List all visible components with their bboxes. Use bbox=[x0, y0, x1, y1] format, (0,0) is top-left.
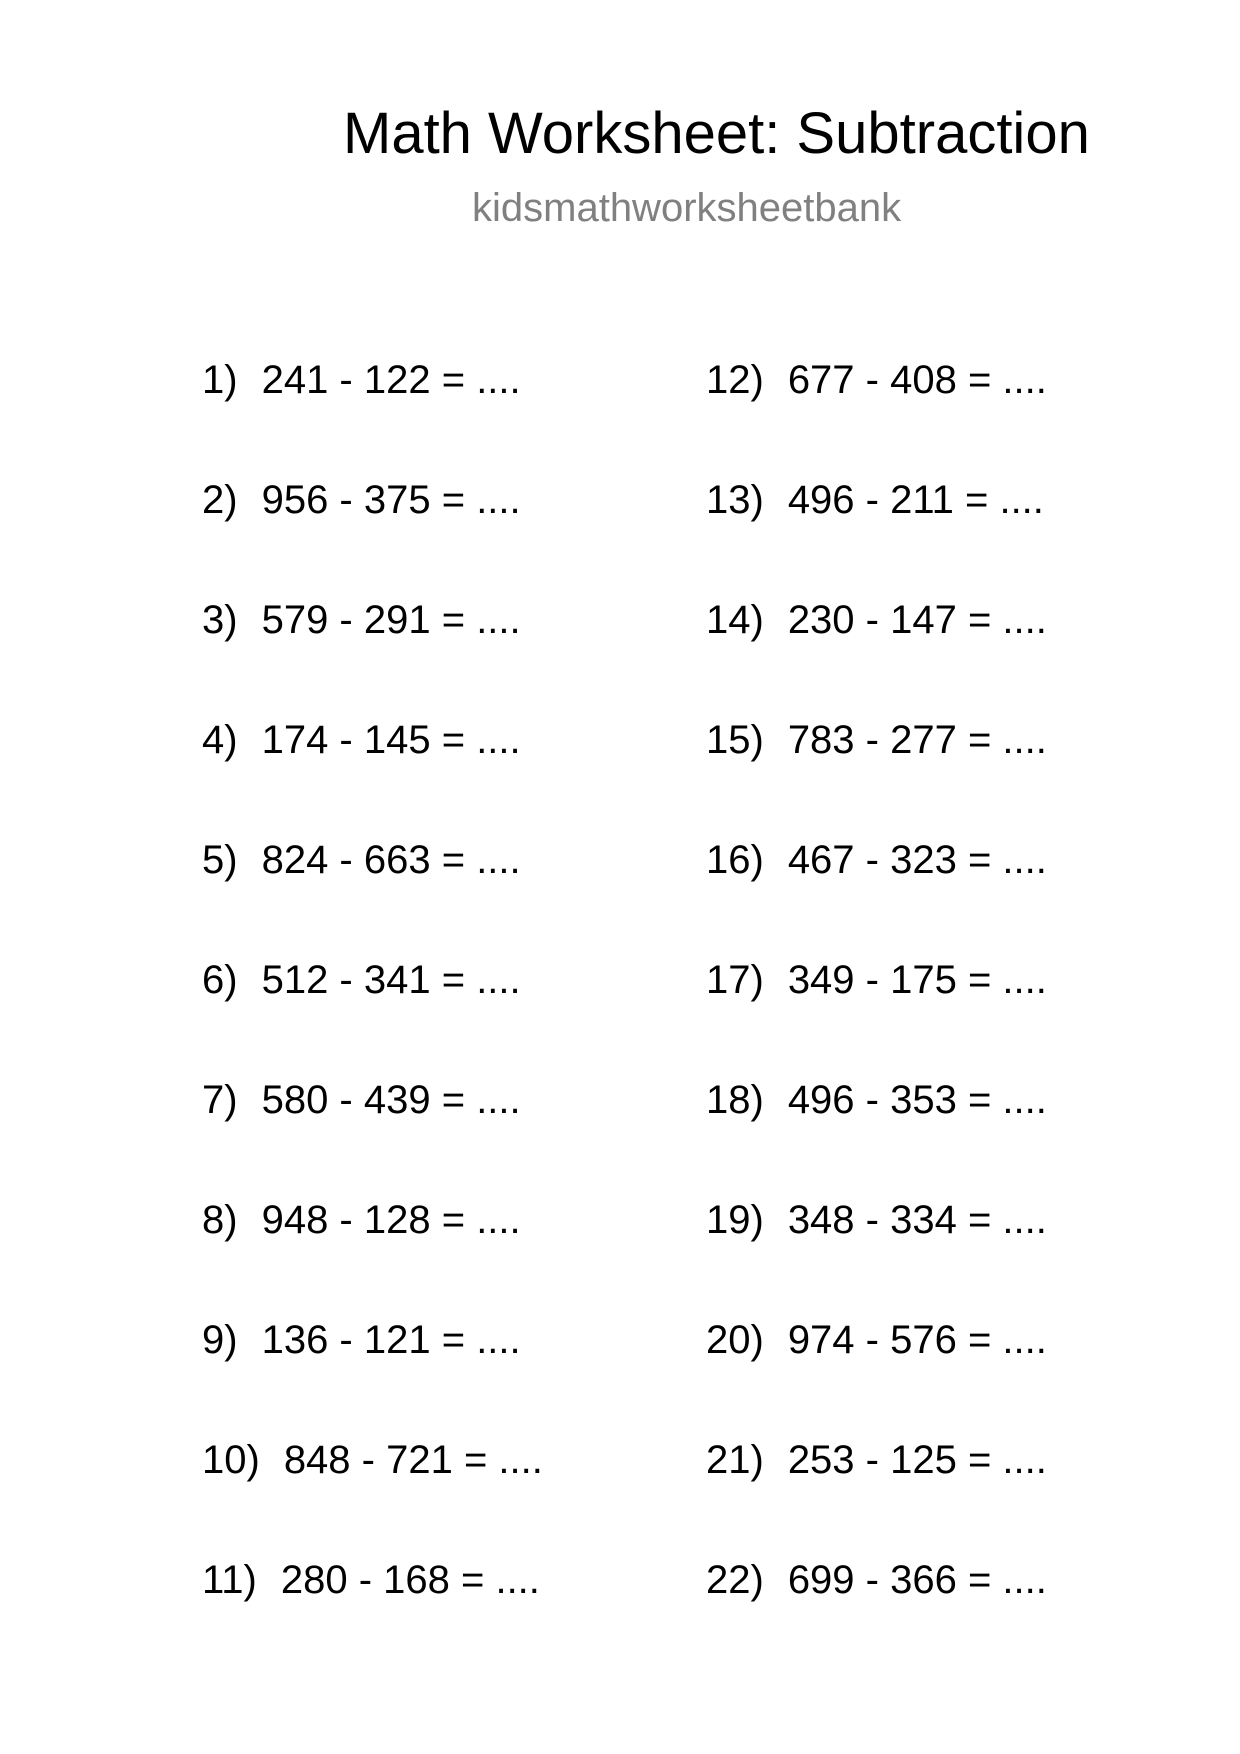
problem-row bbox=[706, 950, 1047, 1010]
problem-number: 6) bbox=[202, 958, 238, 1002]
problem-expression: 699 - 366 = .... bbox=[787, 1558, 1047, 1602]
problem-expression: 677 - 408 = .... bbox=[787, 358, 1047, 402]
problem-number: 10) bbox=[202, 1438, 260, 1482]
worksheet-title: Math Worksheet: Subtraction bbox=[343, 101, 1090, 166]
problem-number: 17) bbox=[706, 958, 764, 1002]
problem-number: 12) bbox=[706, 358, 764, 402]
problem-expression: 241 - 122 = .... bbox=[261, 358, 521, 402]
problem-expression: 824 - 663 = .... bbox=[261, 838, 521, 882]
problem-expression: 174 - 145 = .... bbox=[261, 718, 521, 762]
problem-row bbox=[202, 830, 521, 890]
problem-row bbox=[706, 350, 1047, 410]
problem-number: 15) bbox=[706, 718, 764, 762]
problem-expression: 136 - 121 = .... bbox=[261, 1318, 521, 1362]
problem-number: 5) bbox=[202, 838, 238, 882]
problem-expression: 280 - 168 = .... bbox=[280, 1558, 540, 1602]
problem-expression: 496 - 353 = .... bbox=[787, 1078, 1047, 1122]
problem-row bbox=[202, 1430, 543, 1490]
problem-row bbox=[202, 1550, 540, 1610]
problem-expression: 349 - 175 = .... bbox=[787, 958, 1047, 1002]
problem-number: 13) bbox=[706, 478, 764, 522]
problem-expression: 579 - 291 = .... bbox=[261, 598, 521, 642]
problem-row bbox=[706, 590, 1047, 650]
problem-row bbox=[706, 710, 1047, 770]
problem-row bbox=[202, 590, 521, 650]
problem-expression: 783 - 277 = .... bbox=[787, 718, 1047, 762]
problem-expression: 253 - 125 = .... bbox=[787, 1438, 1047, 1482]
problem-expression: 348 - 334 = .... bbox=[787, 1198, 1047, 1242]
problem-expression: 512 - 341 = .... bbox=[261, 958, 521, 1002]
problem-expression: 848 - 721 = .... bbox=[283, 1438, 543, 1482]
problem-expression: 948 - 128 = .... bbox=[261, 1198, 521, 1242]
problem-row bbox=[706, 1190, 1047, 1250]
problem-number: 22) bbox=[706, 1558, 764, 1602]
problem-number: 16) bbox=[706, 838, 764, 882]
problem-number: 21) bbox=[706, 1438, 764, 1482]
problem-row bbox=[202, 1070, 521, 1130]
problem-number: 8) bbox=[202, 1198, 238, 1242]
problem-row bbox=[202, 710, 521, 770]
problem-row bbox=[202, 1190, 521, 1250]
problem-expression: 956 - 375 = .... bbox=[261, 478, 521, 522]
problem-row bbox=[706, 1430, 1047, 1490]
problem-number: 14) bbox=[706, 598, 764, 642]
problem-row bbox=[202, 1310, 521, 1370]
problem-number: 1) bbox=[202, 358, 238, 402]
problem-row bbox=[202, 470, 521, 530]
problem-row bbox=[706, 830, 1047, 890]
problem-number: 3) bbox=[202, 598, 238, 642]
problem-number: 2) bbox=[202, 478, 238, 522]
problem-row bbox=[202, 950, 521, 1010]
problem-expression: 496 - 211 = .... bbox=[787, 478, 1044, 522]
problem-expression: 467 - 323 = .... bbox=[787, 838, 1047, 882]
worksheet-source: kidsmathworksheetbank bbox=[472, 186, 902, 230]
problem-row bbox=[706, 470, 1044, 530]
problem-row bbox=[202, 350, 521, 410]
problem-expression: 580 - 439 = .... bbox=[261, 1078, 521, 1122]
problem-expression: 974 - 576 = .... bbox=[787, 1318, 1047, 1362]
problem-row bbox=[706, 1070, 1047, 1130]
problem-row bbox=[706, 1550, 1047, 1610]
problem-number: 19) bbox=[706, 1198, 764, 1242]
problem-expression: 230 - 147 = .... bbox=[787, 598, 1047, 642]
problem-number: 11) bbox=[202, 1558, 257, 1602]
problem-number: 9) bbox=[202, 1318, 238, 1362]
problem-number: 18) bbox=[706, 1078, 764, 1122]
problem-row bbox=[706, 1310, 1047, 1370]
problem-number: 7) bbox=[202, 1078, 238, 1122]
problem-number: 4) bbox=[202, 718, 238, 762]
problem-number: 20) bbox=[706, 1318, 764, 1362]
